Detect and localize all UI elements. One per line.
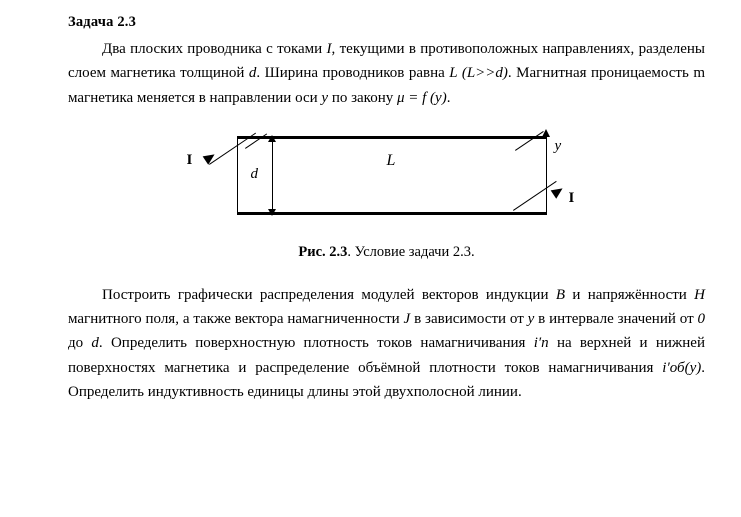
figure-2-3 [177, 124, 597, 232]
conductor-plate-bottom [237, 212, 547, 215]
current-arrowhead-left [202, 150, 217, 164]
label-current-right: I [568, 189, 575, 206]
intro-text: Два плоских проводника с токами I, текущими в противоположных направлениях, разделены слоем магнетика толщиной d. Ширина проводников равна L (L>>d). Магнитная проницаемость m магнетика меняется в направлении оси y по закону μ = f (y). [68, 41, 705, 106]
figure-container [68, 124, 705, 242]
figure-caption [68, 244, 705, 261]
conductor-plate-top [237, 136, 547, 139]
label-width-L: L [386, 151, 396, 169]
page-title: Задача 2.3 [68, 14, 137, 30]
left-edge-line [237, 136, 238, 215]
current-arrow-line-left-long [209, 133, 256, 165]
intro-paragraph [68, 37, 705, 110]
thickness-dimension-arrow [272, 141, 273, 210]
y-axis-arrow [546, 136, 547, 214]
label-thickness-d: d [250, 165, 258, 182]
current-arrow-line-right-long [513, 181, 557, 211]
task-text: Построить графически распределения модулей векторов индукции B и напряжённости H магнитного поля, а также вектора намагниченности J в зависимости от y в интервале значений от 0 до d. Определить поверхностную плотность токов намагничивания i′п на верхней и нижней поверхностях магнетика и распределение объёмной плотности токов намагничивания i′об(y). Определить индуктивность единицы длины этой двухполосной линии. [68, 286, 706, 401]
spacer [68, 261, 705, 283]
figure-caption-text: . Условие задачи 2.3. [347, 243, 475, 260]
label-current-left: I [186, 151, 193, 168]
task-paragraph [68, 283, 705, 404]
label-axis-y: y [554, 137, 562, 154]
current-arrowhead-right [550, 184, 565, 198]
current-arrow-line-right-short [515, 131, 544, 151]
figure-caption-number: Рис. 2.3 [298, 243, 348, 260]
